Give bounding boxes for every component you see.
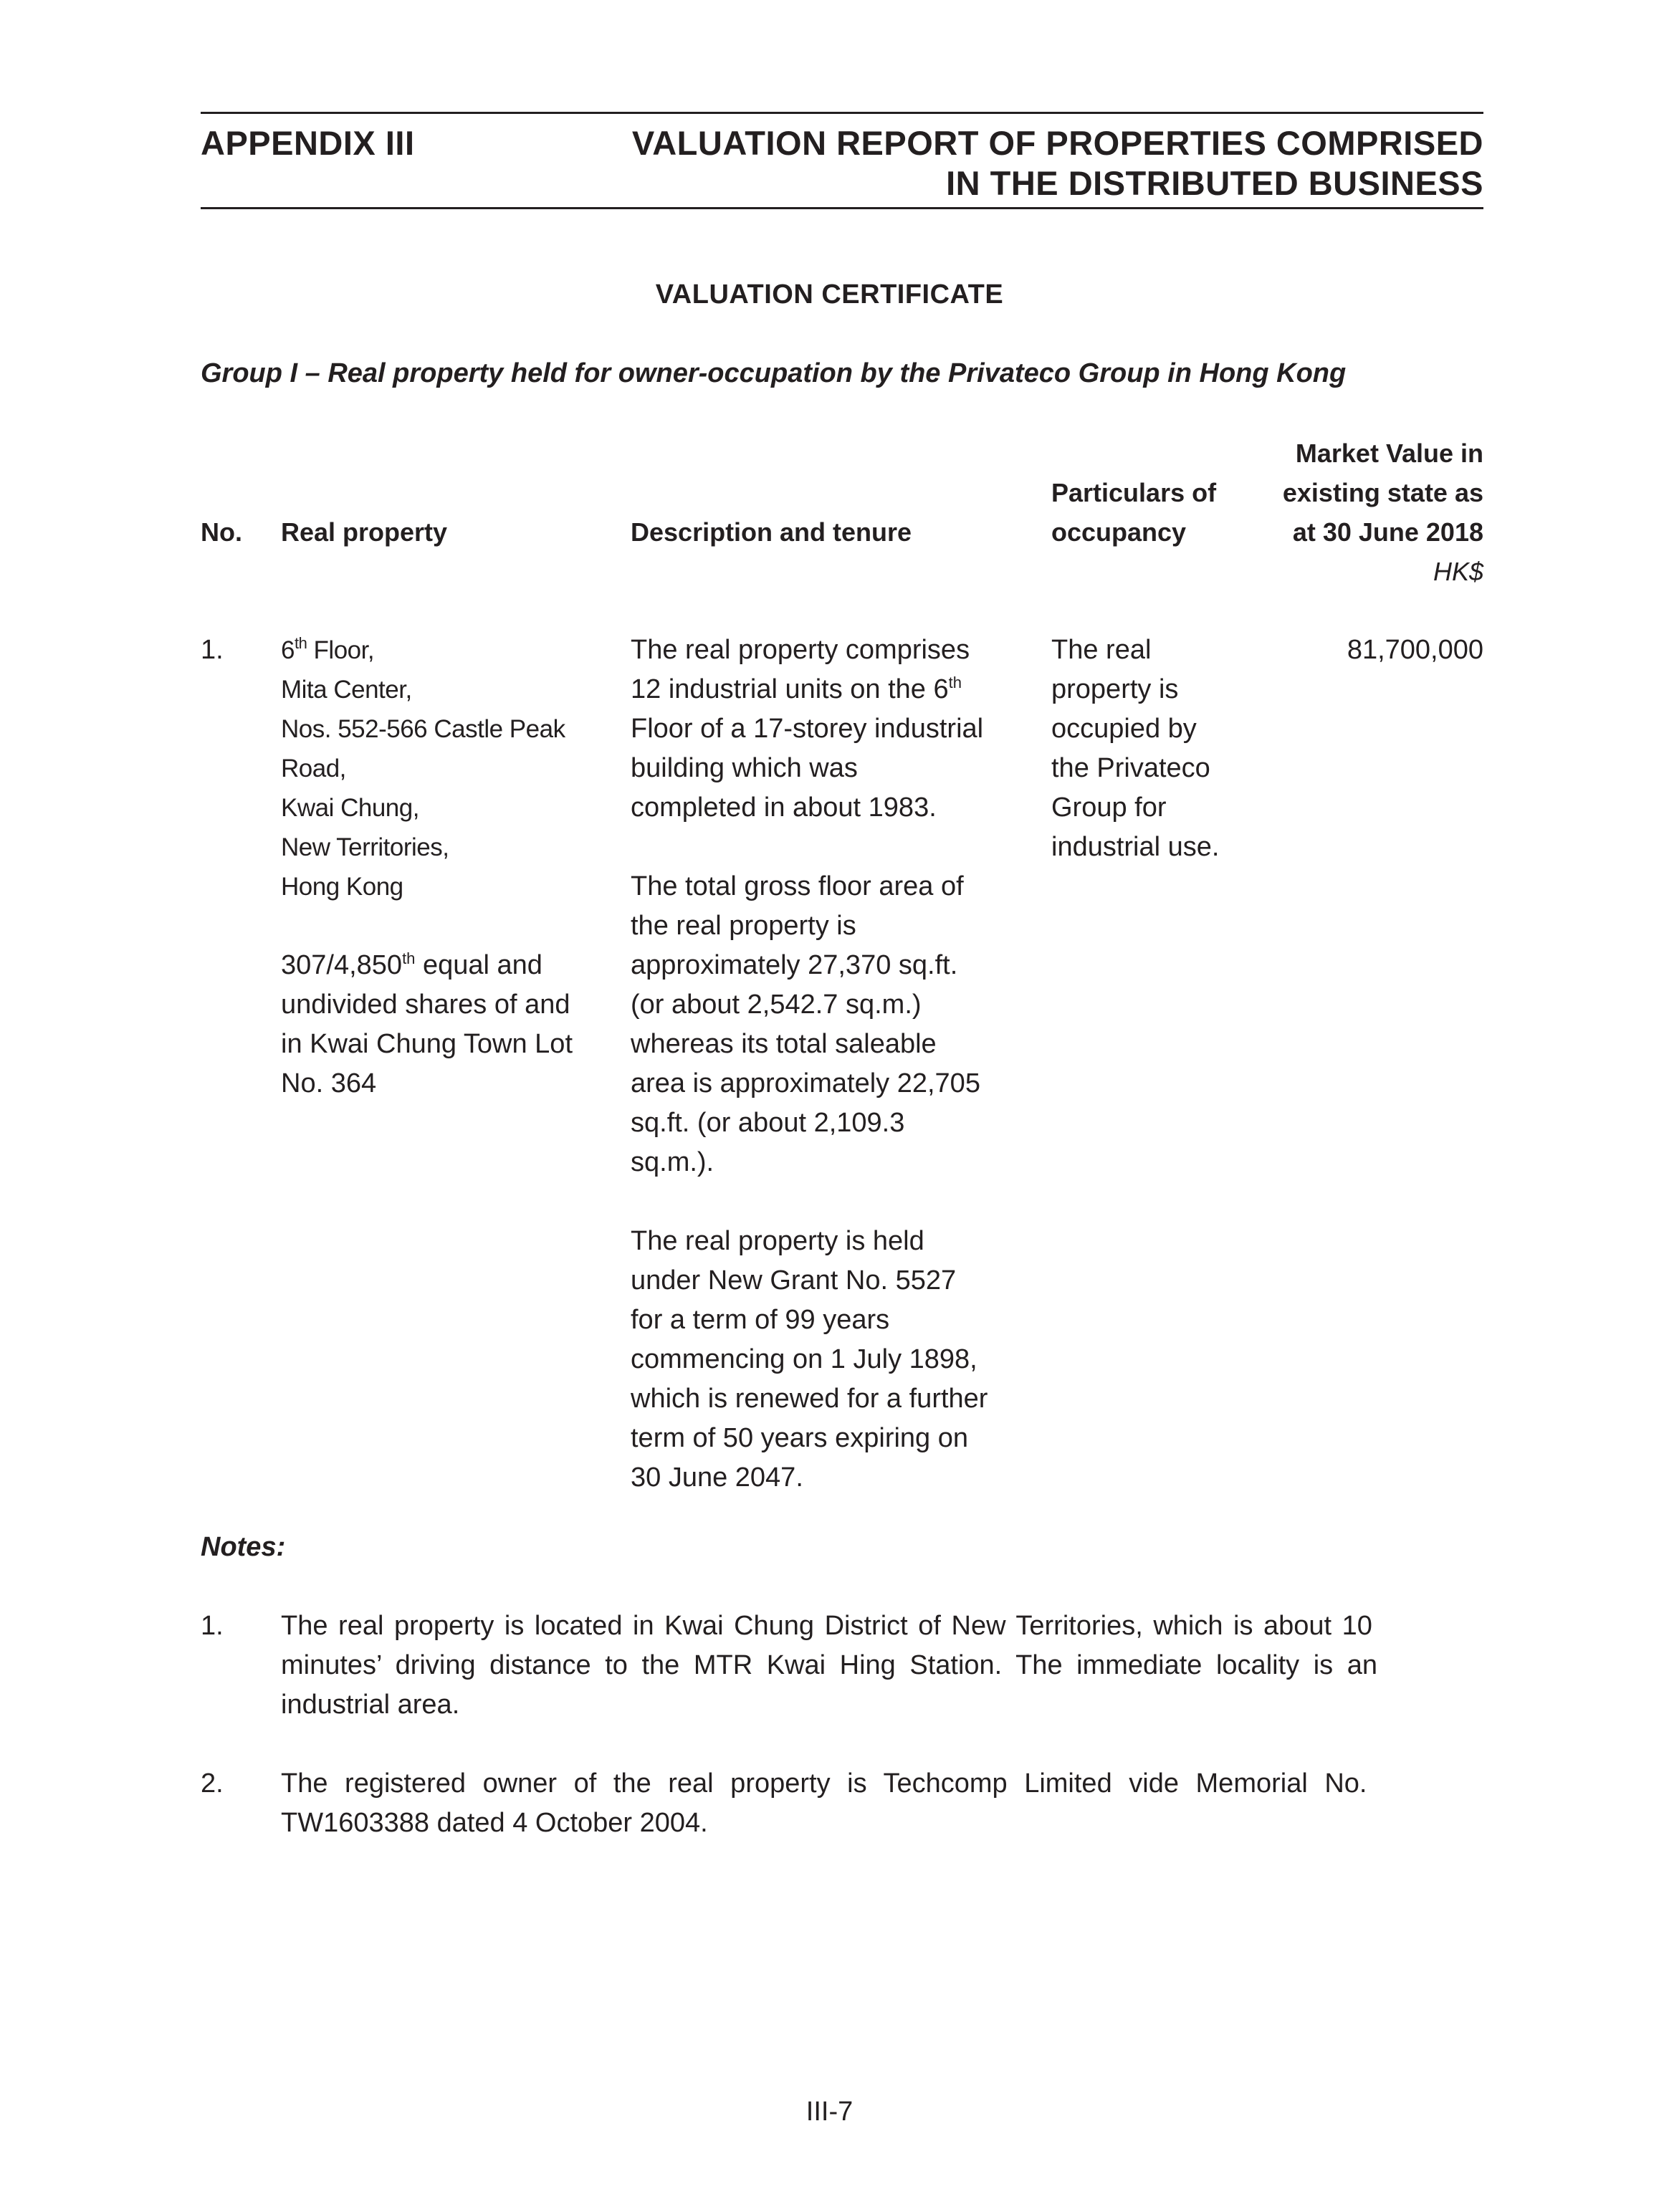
occupancy-line: industrial use. (1051, 832, 1220, 862)
note-line-text: minutes’ driving distance to the MTR Kwai Hing Station. The immediate locality is an (281, 1650, 1377, 1680)
description-text: 12 industrial units on the 6 (631, 674, 949, 704)
note-line (281, 1607, 1483, 1646)
column-header-no: No. (201, 517, 242, 547)
shares-line: No. 364 (281, 1068, 377, 1098)
column-header-description: Description and tenure (631, 517, 912, 547)
description-line: commencing on 1 July 1898, (631, 1344, 977, 1374)
property-address-line: Nos. 552-566 Castle Peak (281, 715, 565, 743)
description-suffix: th (948, 674, 962, 691)
note-text (281, 1607, 1483, 1725)
description-line: sq.ft. (or about 2,109.3 (631, 1108, 905, 1138)
description-line: which is renewed for a further (631, 1384, 988, 1414)
report-title-line: VALUATION REPORT OF PROPERTIES COMPRISED (631, 124, 1483, 162)
column-header-line: at 30 June 2018 (1292, 517, 1483, 547)
page-number: III-7 (805, 2097, 854, 2127)
report-title-line: IN THE DISTRIBUTED BUSINESS (946, 164, 1483, 202)
occupancy-line: occupied by (1051, 714, 1197, 744)
property-address-line: Mita Center, (281, 676, 412, 704)
note-number: 1. (201, 1611, 224, 1641)
occupancy-line: property is (1051, 674, 1179, 704)
shares-line: in Kwai Chung Town Lot (281, 1029, 573, 1059)
column-header-line: Market Value in (1295, 439, 1483, 468)
description-line: The real property comprises (631, 635, 970, 665)
description-line: area is approximately 22,705 (631, 1068, 980, 1098)
property-address-line: Kwai Chung, (281, 794, 419, 822)
currency-unit: HK$ (1433, 557, 1483, 586)
appendix-label: APPENDIX III (201, 124, 415, 162)
description-line: term of 50 years expiring on (631, 1423, 969, 1453)
occupancy-line: The real (1051, 635, 1152, 665)
description-line: The total gross floor area of (631, 871, 964, 901)
group-title: Group I – Real property held for owner-occupation by the Privateco Group in Hong Kong (201, 358, 1347, 388)
property-floor-number: 6 (281, 636, 295, 664)
property-floor (281, 631, 573, 670)
shares-text: equal and (415, 950, 542, 980)
note-line: The registered owner of the real property is Techcomp Limited vide Memorial No. (281, 1768, 1367, 1799)
report-title (480, 123, 1483, 204)
column-header-line: existing state as (1282, 478, 1483, 507)
description-cell (631, 631, 988, 1498)
description-line: (or about 2,542.7 sq.m.) (631, 990, 922, 1020)
description-line: completed in about 1983. (631, 793, 937, 823)
property-floor-suffix: th (294, 634, 307, 652)
header-bottom-rule (201, 207, 1483, 209)
certificate-title: VALUATION CERTIFICATE (655, 279, 1004, 310)
note-text (281, 1764, 1483, 1843)
description-line: 30 June 2047. (631, 1462, 803, 1493)
property-address-line: New Territories, (281, 833, 449, 861)
shares-line (281, 946, 573, 985)
note-line: industrial area. (281, 1690, 460, 1720)
note-number: 2. (201, 1768, 224, 1799)
column-header-real-property: Real property (281, 517, 448, 547)
real-property-cell (281, 631, 573, 1103)
shares-line: undivided shares of and (281, 990, 570, 1020)
description-line: building which was (631, 753, 858, 783)
description-line: the real property is (631, 911, 856, 941)
column-header-line: occupancy (1051, 517, 1187, 547)
description-line: whereas its total saleable (631, 1029, 937, 1059)
note-line (281, 1646, 1483, 1685)
description-line: for a term of 99 years (631, 1305, 890, 1335)
description-line: sq.m.). (631, 1147, 714, 1177)
notes-title: Notes: (201, 1532, 286, 1562)
occupancy-line: Group for (1051, 793, 1167, 823)
occupancy-line: the Privateco (1051, 753, 1210, 783)
description-line (631, 670, 988, 709)
description-line: under New Grant No. 5527 (631, 1265, 957, 1296)
shares-suffix: th (402, 949, 416, 967)
property-address-line: Hong Kong (281, 873, 403, 901)
market-value-cell: 81,700,000 (1347, 635, 1483, 665)
description-line: The real property is held (631, 1226, 924, 1256)
note-line-text: The real property is located in Kwai Chung District of New Territories, which is about 10 (281, 1611, 1372, 1641)
property-floor-word: Floor, (307, 636, 375, 664)
row-number: 1. (201, 635, 224, 665)
occupancy-cell (1051, 631, 1219, 867)
property-address-line: Road, (281, 755, 346, 782)
column-header-line: Particulars of (1051, 478, 1217, 507)
shares-fraction: 307/4,850 (281, 950, 403, 980)
note-line: TW1603388 dated 4 October 2004. (281, 1808, 708, 1838)
description-line: Floor of a 17-storey industrial (631, 714, 984, 744)
header-top-rule (201, 112, 1483, 114)
column-header-market-value (1182, 434, 1483, 552)
description-line: approximately 27,370 sq.ft. (631, 950, 958, 980)
